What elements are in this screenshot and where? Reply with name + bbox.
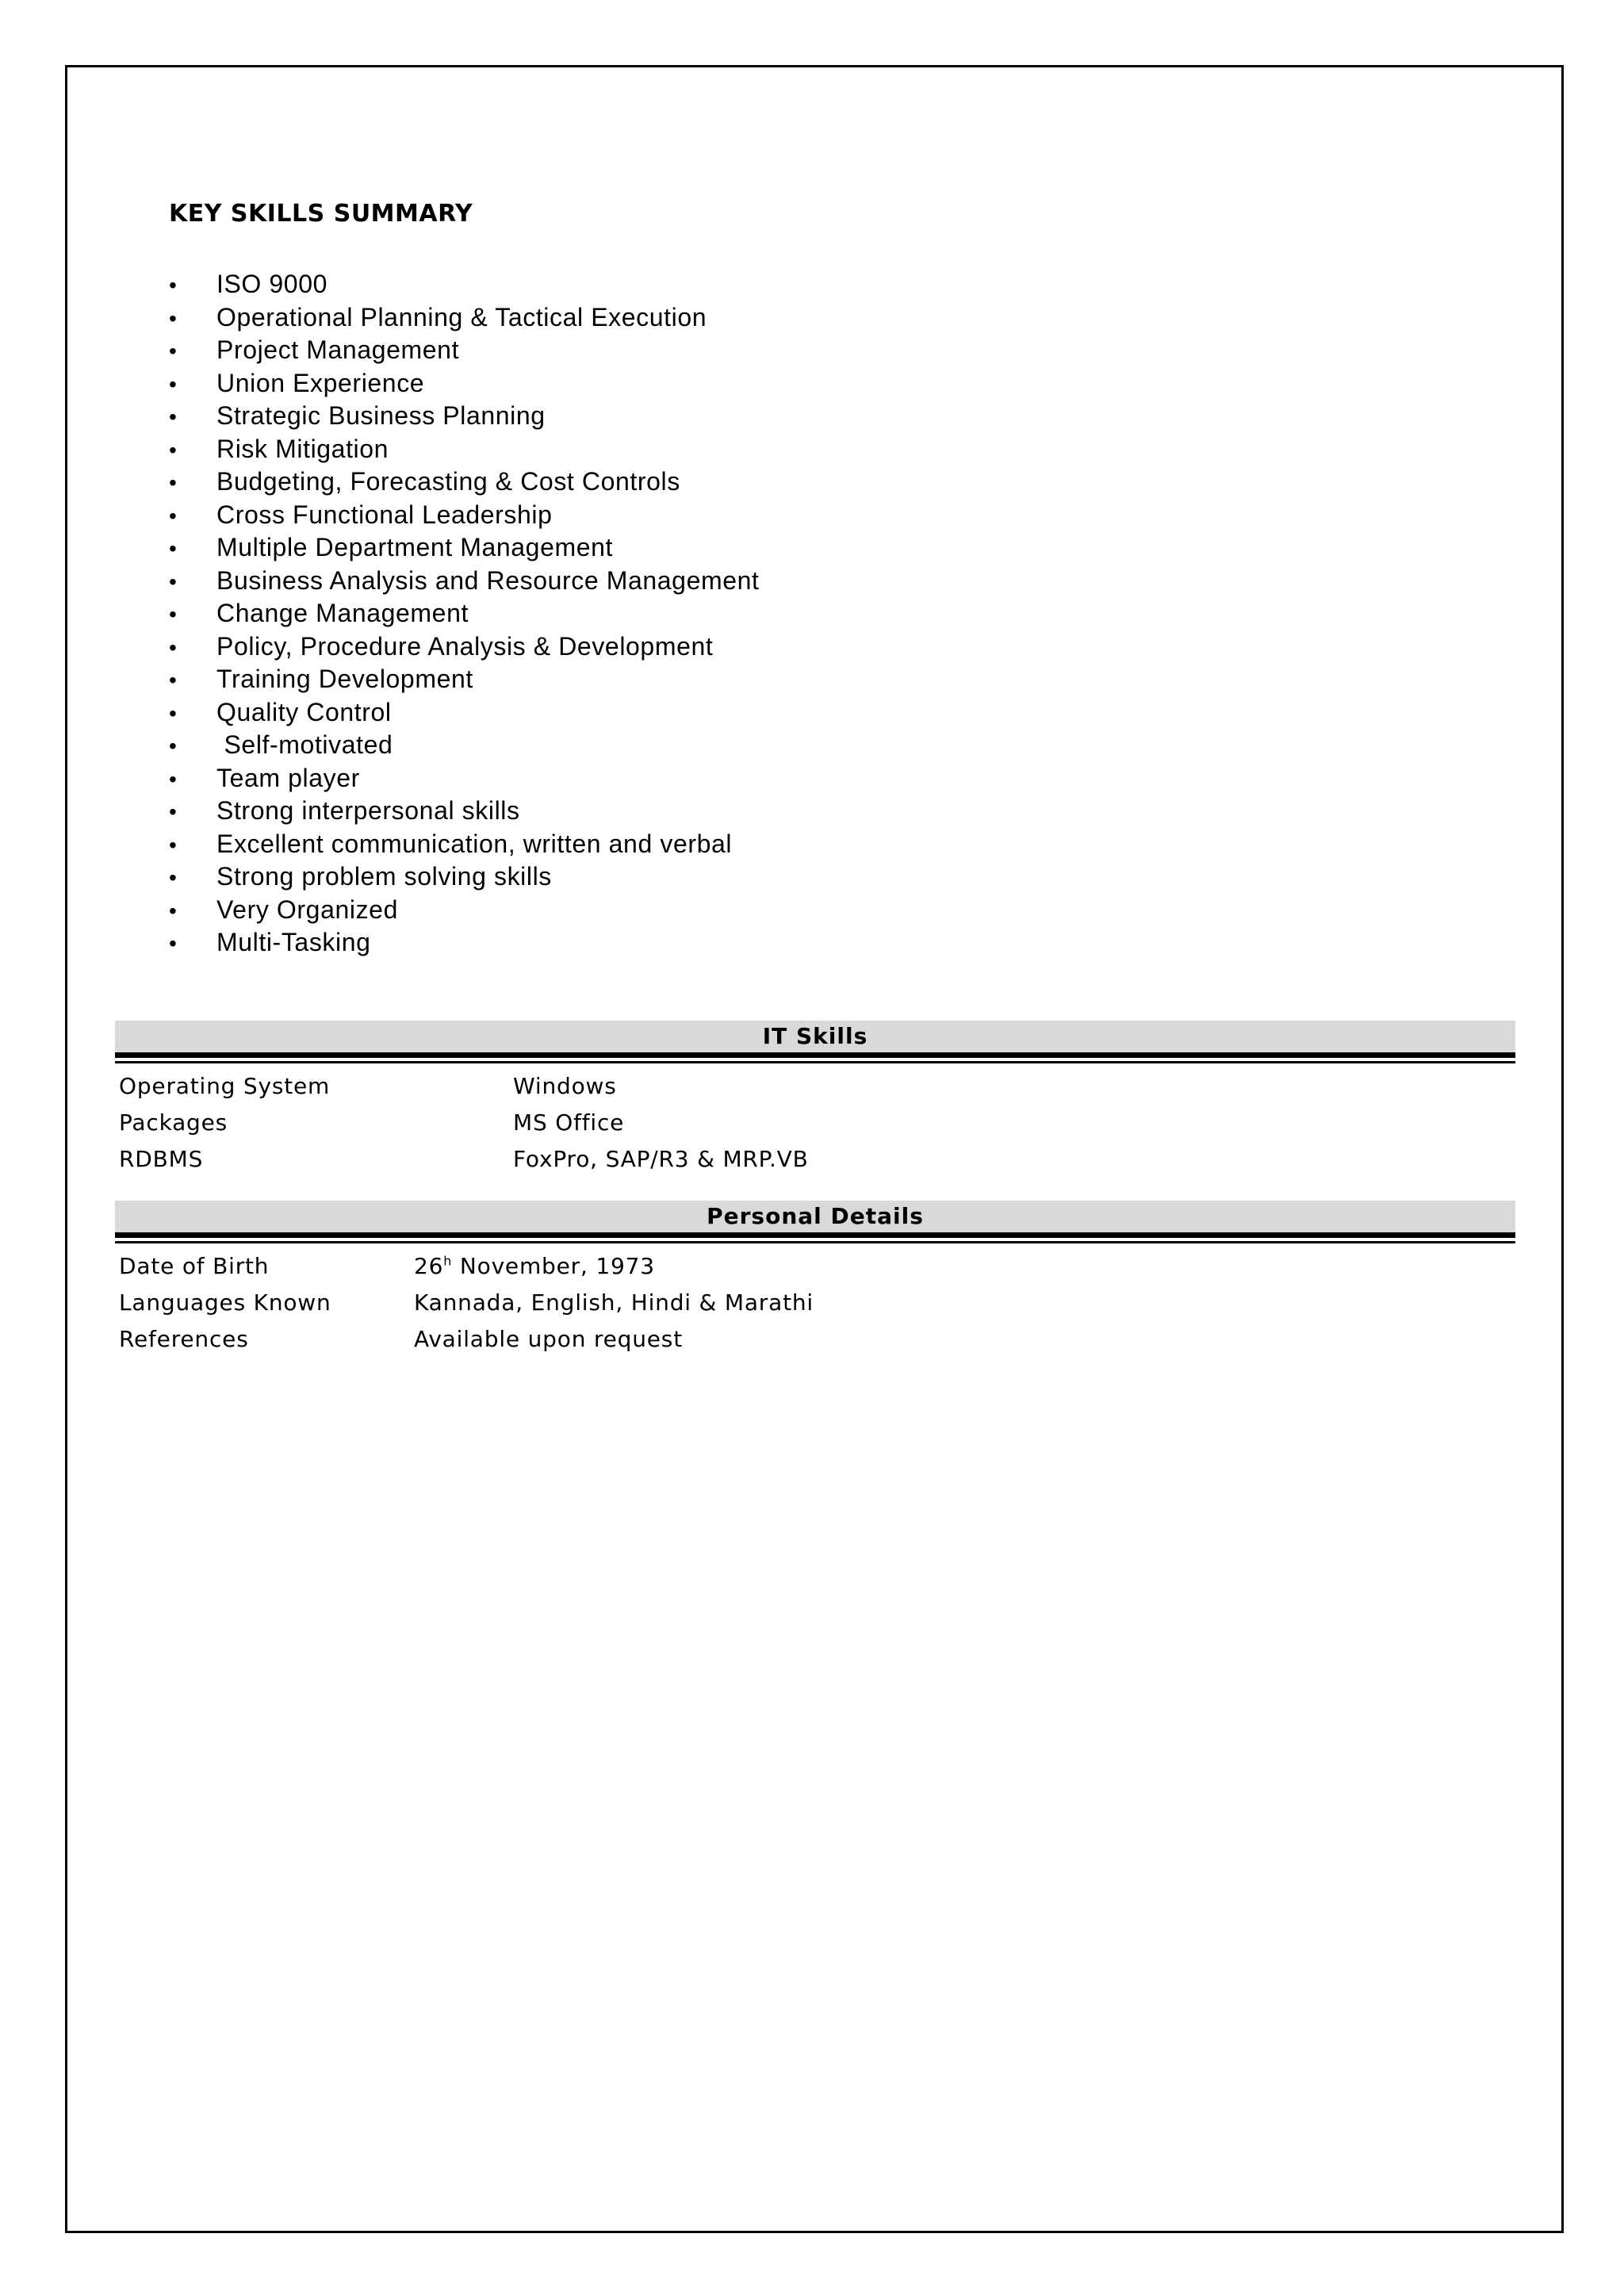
skill-label: Training Development [216, 665, 473, 693]
skill-item [169, 795, 760, 828]
bullet-icon: • [169, 865, 178, 890]
bullet-icon: • [169, 799, 178, 824]
skill-item [169, 400, 760, 433]
skill-item [169, 630, 760, 664]
row-label: Languages Known [119, 1289, 331, 1316]
skill-label: Business Analysis and Resource Management [216, 565, 760, 595]
bullet-icon: • [169, 734, 178, 758]
skill-label: Change Management [216, 599, 469, 627]
row-label: Packages [119, 1109, 228, 1136]
personal-details-row [119, 1321, 683, 1358]
skill-label: Self-motivated [216, 730, 393, 759]
skill-item [169, 860, 760, 894]
it-skills-row [119, 1105, 625, 1141]
skill-label: Very Organized [216, 895, 398, 924]
row-value: Kannada, English, Hindi & Marathi [414, 1289, 814, 1316]
skill-item [169, 828, 760, 861]
skill-item [169, 367, 760, 400]
row-value: FoxPro, SAP/R3 & MRP.VB [513, 1146, 809, 1172]
skill-item [169, 433, 760, 466]
skill-label: Strong interpersonal skills [216, 796, 520, 825]
skill-label: Budgeting, Forecasting & Cost Controls [216, 467, 680, 496]
bullet-icon: • [169, 634, 178, 660]
skill-label: Strong problem solving skills [216, 862, 552, 891]
it-skills-row [119, 1141, 809, 1178]
bullet-icon: • [169, 437, 178, 462]
row-value: Windows [513, 1073, 617, 1099]
dob-rest: November, 1973 [452, 1253, 655, 1279]
bullet-icon: • [169, 339, 178, 363]
it-skills-header: IT Skills [115, 1021, 1515, 1052]
skill-label: Excellent communication, written and verbal [216, 829, 733, 858]
skill-item [169, 565, 760, 598]
bullet-icon: • [169, 766, 178, 791]
skill-item [169, 301, 760, 335]
bullet-icon: • [169, 404, 178, 429]
row-label: RDBMS [119, 1146, 204, 1172]
skill-item [169, 499, 760, 532]
skill-item [169, 663, 760, 696]
section-rule-thin [115, 1061, 1515, 1063]
bullet-icon: • [169, 668, 178, 692]
personal-details-row [119, 1248, 655, 1285]
section-rule-thin [115, 1241, 1515, 1243]
bullet-icon: • [169, 931, 178, 956]
row-label: Operating System [119, 1073, 331, 1099]
skill-label: ISO 9000 [216, 270, 328, 298]
skill-label: Multi-Tasking [216, 928, 371, 956]
skill-label: Operational Planning & Tactical Execution [216, 302, 707, 331]
row-value: MS Office [513, 1109, 625, 1136]
bullet-icon: • [169, 569, 178, 594]
bullet-icon: • [169, 898, 178, 923]
key-skills-title: KEY SKILLS SUMMARY [169, 200, 473, 228]
personal-details-header: Personal Details [115, 1201, 1515, 1232]
row-value [414, 1248, 655, 1285]
skill-item [169, 334, 760, 367]
it-skills-row [119, 1068, 617, 1105]
skill-item [169, 696, 760, 730]
skill-item [169, 926, 760, 960]
bullet-icon: • [169, 371, 178, 397]
skill-item [169, 729, 760, 762]
skill-label: Strategic Business Planning [216, 401, 546, 430]
section-rule-thick [115, 1232, 1515, 1238]
bullet-icon: • [169, 470, 178, 495]
bullet-icon: • [169, 273, 178, 297]
skill-label: Quality Control [216, 697, 392, 726]
skill-label: Policy, Procedure Analysis & Development [216, 631, 714, 661]
skill-item [169, 597, 760, 630]
bullet-icon: • [169, 602, 178, 626]
section-rule-thick [115, 1052, 1515, 1058]
dob-ordinal: h [443, 1253, 453, 1269]
skill-item [169, 466, 760, 499]
key-skills-list [169, 268, 760, 960]
skill-item [169, 894, 760, 927]
bullet-icon: • [169, 700, 178, 726]
skill-label: Union Experience [216, 368, 425, 397]
bullet-icon: • [169, 536, 178, 561]
bullet-icon: • [169, 503, 178, 528]
skill-label: Risk Mitigation [216, 434, 389, 463]
skill-label: Team player [216, 763, 360, 792]
skill-item [169, 762, 760, 795]
skill-label: Project Management [216, 335, 460, 364]
skill-item [169, 531, 760, 565]
skill-label: Cross Functional Leadership [216, 500, 553, 529]
dob-day: 26 [414, 1253, 444, 1279]
bullet-icon: • [169, 832, 178, 857]
skill-label: Multiple Department Management [216, 533, 614, 561]
row-label: Date of Birth [119, 1253, 270, 1279]
row-value: Available upon request [414, 1326, 683, 1352]
personal-details-row [119, 1285, 814, 1321]
bullet-icon: • [169, 305, 178, 331]
skill-item [169, 268, 760, 301]
row-label: References [119, 1326, 249, 1352]
